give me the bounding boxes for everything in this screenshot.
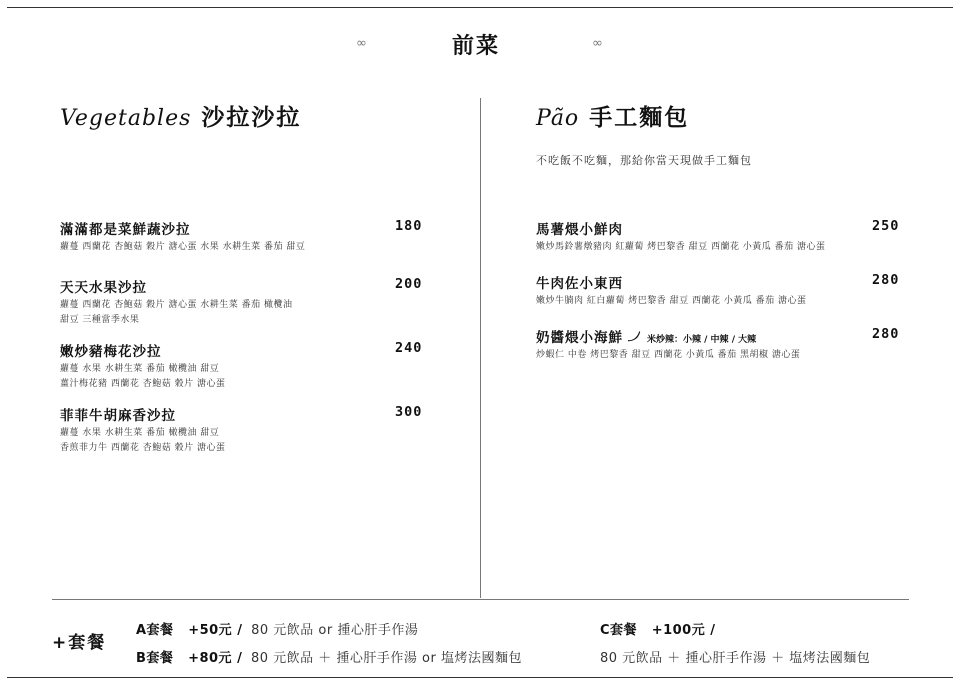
item-desc-line: 蘿蔓 水果 水耕生菜 番茄 橄欖油 甜豆	[60, 428, 220, 438]
item-price: 180	[395, 218, 423, 234]
item-desc: 蘿蔓 西蘭花 杏鮑菇 穀片 溏心蛋 水果 水耕生菜 番茄 甜豆	[60, 242, 306, 252]
item-name: 天天水果沙拉	[60, 280, 147, 296]
item-name: 奶醬煨小海鮮	[536, 330, 623, 346]
item-desc: 嫩炒馬鈴薯燉豬肉 紅蘿蔔 烤巴黎香 甜豆 西蘭花 小黃瓜 番茄 溏心蛋	[536, 242, 826, 252]
item-desc-line: 香煎菲力牛 西蘭花 杏鮑菇 穀片 溏心蛋	[60, 443, 226, 453]
menu-item	[60, 218, 424, 255]
item-price: 280	[872, 326, 900, 342]
combo-c-desc: 80 元飲品 ＋ 揰心肝手作湯 ＋ 塩烤法國麵包	[600, 651, 871, 666]
menu-item	[60, 340, 424, 392]
item-desc	[60, 298, 424, 328]
salad-script-title: Vegetables	[60, 106, 192, 131]
item-price: 240	[395, 340, 423, 356]
combo-c-price: +100元 /	[651, 623, 716, 638]
menu-item	[536, 218, 902, 255]
item-price: 250	[872, 218, 900, 234]
top-border	[7, 7, 953, 8]
item-desc-line: 蘿蔓 水果 水耕生菜 番茄 橄欖油 甜豆	[60, 364, 220, 374]
item-desc-line: 蘿蔓 西蘭花 杏鮑菇 穀片 溏心蛋 水耕生菜 番茄 橄欖油	[60, 300, 293, 310]
item-name: 馬薯煨小鮮肉	[536, 222, 623, 238]
page-title: 前菜	[452, 34, 501, 59]
spice-level-note: 米炒辣：小辣 / 中辣 / 大辣	[647, 334, 757, 345]
combo-label: +套餐	[52, 633, 107, 653]
item-price: 280	[872, 272, 900, 288]
combo-c	[600, 619, 716, 638]
combo-c-name: C套餐	[600, 623, 638, 638]
ornament-right: ∞	[592, 36, 603, 51]
menu-item	[60, 404, 424, 456]
ornament-left: ∞	[356, 36, 367, 51]
item-price: 200	[395, 276, 423, 292]
salad-title: 沙拉沙拉	[201, 105, 302, 131]
combo-a-name: A套餐	[136, 623, 174, 638]
bottom-border	[7, 677, 953, 678]
chili-pepper-icon	[627, 330, 641, 346]
item-desc-line: 薑汁梅花豬 西蘭花 杏鮑菇 穀片 溏心蛋	[60, 379, 226, 389]
combo-b-price: +80元 /	[188, 651, 243, 666]
bread-script-title: Pão	[536, 106, 580, 131]
combo-b	[136, 647, 522, 666]
item-name: 嫩炒豬梅花沙拉	[60, 344, 162, 360]
item-name-row	[536, 326, 902, 346]
menu-item	[60, 276, 424, 328]
item-name: 牛肉佐小東西	[536, 276, 623, 292]
item-desc	[60, 426, 424, 456]
combo-divider	[52, 599, 909, 600]
item-desc	[60, 362, 424, 392]
menu-item	[536, 272, 902, 309]
combo-b-name: B套餐	[136, 651, 174, 666]
item-name: 滿滿都是菜鮮蔬沙拉	[60, 222, 191, 238]
bread-section-title	[536, 99, 689, 132]
item-name: 菲菲牛胡麻香沙拉	[60, 408, 176, 424]
menu-item	[536, 326, 902, 363]
item-desc: 炒蝦仁 中卷 烤巴黎香 甜豆 西蘭花 小黃瓜 番茄 黑胡椒 溏心蛋	[536, 350, 801, 360]
column-divider	[480, 98, 481, 598]
item-desc-line: 甜豆 三種當季水果	[60, 315, 140, 325]
item-price: 300	[395, 404, 423, 420]
combo-a-desc: 80 元飲品 or 揰心肝手作湯	[251, 623, 419, 638]
combo-a	[136, 619, 418, 638]
combo-b-desc: 80 元飲品 ＋ 揰心肝手作湯 or 塩烤法國麵包	[250, 651, 522, 666]
salad-section-title	[60, 99, 301, 132]
combo-a-price: +50元 /	[188, 623, 243, 638]
bread-subtitle: 不吃飯不吃麵，那給你當天現做手工麵包	[536, 154, 752, 167]
bread-title: 手工麵包	[589, 105, 690, 131]
item-desc: 嫩炒牛腩肉 紅白蘿蔔 烤巴黎香 甜豆 西蘭花 小黃瓜 番茄 溏心蛋	[536, 296, 807, 306]
